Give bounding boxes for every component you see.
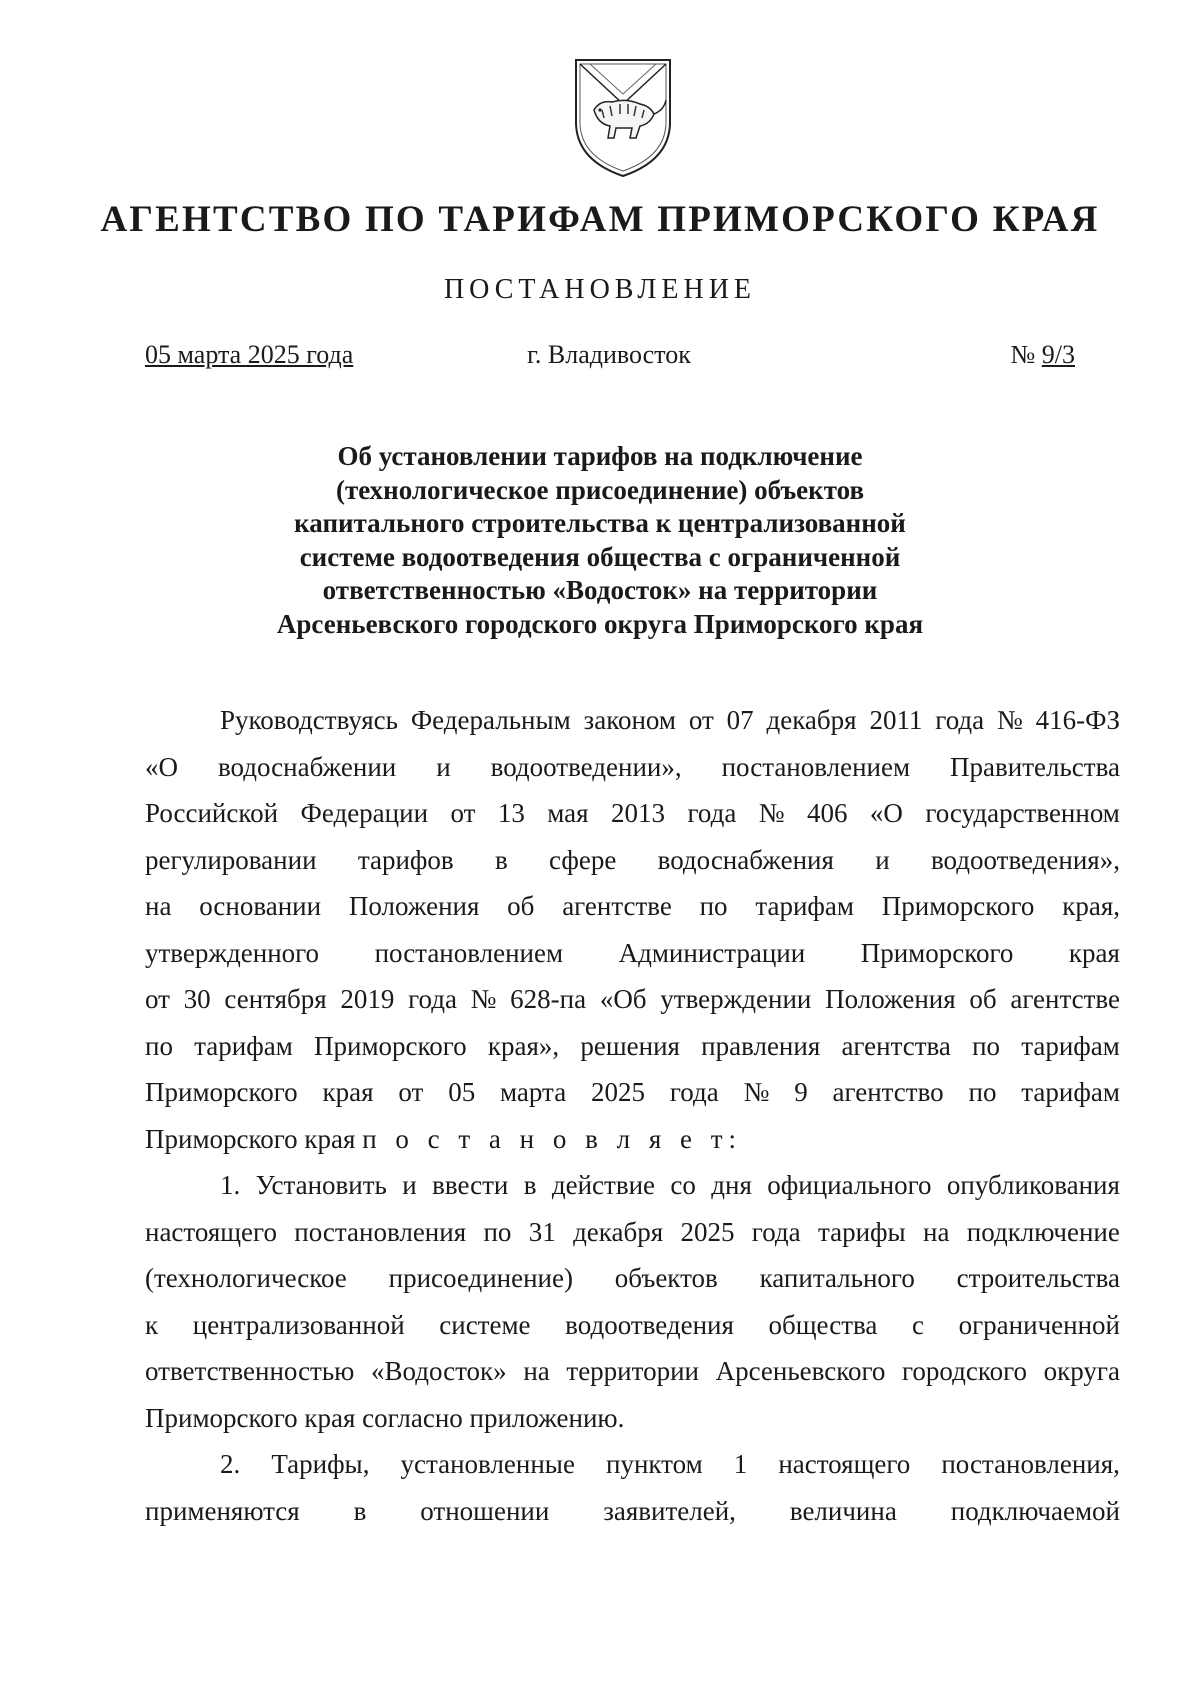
body-word: 13 [497,798,525,828]
agency-name: АГЕНТСТВО ПО ТАРИФАМ ПРИМОРСКОГО КРАЯ [100,199,1100,240]
body-word: «О [869,798,903,828]
body-line [145,1395,1120,1442]
document-number-prefix: № [1010,340,1042,369]
body-word: тарифам [755,891,854,921]
body-word: со [670,1170,696,1200]
body-word: года [751,1216,801,1247]
body-word: основании [199,891,322,921]
body-word: применяются [145,1495,300,1526]
document-date: 05 марта 2025 года [145,340,354,369]
body-word: Установить [255,1170,387,1200]
body-word: и [436,751,451,782]
document-title [240,440,960,641]
body-word: постановлением [374,937,564,968]
body-word: 2019 [340,984,395,1014]
body-word: водоотведения [565,1309,734,1340]
body-word: ввести [432,1170,509,1200]
body-word: от [688,705,714,735]
body-word: государственном [925,798,1120,828]
body-word: № [758,798,785,828]
body-line [145,1162,1120,1209]
body-line-text [145,1023,1120,1070]
body-word: 1. [220,1170,241,1200]
body-word: постановления, [941,1449,1120,1479]
body-word: и [875,844,890,875]
body-word: 05 [448,1077,476,1107]
body-line-text [220,1162,1120,1209]
body-word: тарифы [817,1216,906,1247]
body-line [145,1488,1120,1535]
body-line [145,1441,1120,1488]
body-word: года [935,705,985,735]
title-line: системе водоотведения общества с ограниченной [299,541,901,572]
body-word: официального [767,1170,932,1200]
body-word: года [669,1077,719,1107]
body-word: территории [566,1356,699,1386]
body-word: агентства [841,1030,951,1061]
body-word: Руководствуясь [220,705,398,735]
body-word: 628-па [510,984,587,1014]
body-word: № [470,984,497,1014]
body-word: постановлением [721,751,911,782]
body-word: правления [701,1030,821,1061]
body-word: пунктом [606,1449,703,1479]
body-word: городского [902,1356,1028,1386]
body-line-text [145,837,1120,884]
body-word: водоснабжении [217,751,397,782]
body-line-text [145,790,1120,837]
body-word: к [145,1309,159,1340]
body-line-text [145,1116,1120,1163]
body-word: установленные [400,1449,575,1479]
body-line-text [145,930,1120,977]
body-line-text [145,744,1120,791]
body-line [145,1116,1120,1163]
body-word: Российской [145,798,279,828]
title-line: капитального строительства к централизованной [294,508,906,538]
body-word: утвержденного [145,937,320,968]
body-word: 2013 [611,798,666,828]
body-word: 30 [183,984,211,1014]
body-word: «Водосток» [370,1356,507,1386]
body-word: опубликования [946,1170,1120,1200]
body-word: 1 [733,1449,748,1479]
body-word: от [145,984,170,1014]
body-word: 2025 [680,1216,735,1247]
body-word: от [450,798,476,828]
body-word: утверждении [660,984,812,1014]
body-line-text [145,1488,1120,1535]
title-line: ответственностью «Водосток» на территории [322,575,878,605]
body-word: года [408,984,457,1014]
body-line [145,1302,1120,1349]
body-word: водоснабжения [657,844,834,875]
body-line [145,1209,1120,1256]
body-word: Приморского [881,891,1035,921]
body-line-text [145,1255,1120,1302]
body-word: № [997,705,1023,735]
body-word: величина [789,1495,897,1526]
body-word: настоящего [778,1449,911,1479]
body-word: системе [439,1309,531,1340]
document-city: г. Владивосток [527,340,691,369]
body-word: и [402,1170,417,1200]
body-word: тарифам [194,1030,293,1061]
body-word: с [912,1309,924,1340]
body-word: Арсеньевского [715,1356,886,1386]
body-word: подключаемой [950,1495,1120,1526]
body-word: водоотведении», [490,751,682,782]
body-word: централизованной [192,1309,405,1340]
body-word: в [353,1495,367,1526]
body-word: Приморского [145,1077,298,1107]
body-word: года [687,798,737,828]
body-line-text [145,1209,1120,1256]
body-word: по [972,1030,1001,1061]
body-word: в [494,844,508,875]
body-word: марта [500,1077,567,1107]
document-number-value: 9/3 [1041,340,1075,369]
body-word: решения [580,1030,680,1061]
body-word: тарифов [357,844,454,875]
body-word: 416-ФЗ [1035,705,1120,735]
body-word: Правительства [950,751,1120,782]
body-word: капитального [759,1263,915,1293]
body-word: Администрации [618,937,806,968]
body-word: отношении [420,1495,550,1526]
body-word: края», [487,1030,560,1061]
body-word: края [1068,937,1120,968]
body-word: края [322,1077,374,1107]
body-word: водоотведения», [930,844,1120,875]
body-word: от [398,1077,424,1107]
body-word: 31 [528,1216,556,1247]
body-line-text [145,1302,1120,1349]
body-word: по [968,1077,997,1107]
document-type: ПОСТАНОВЛЕНИЕ [443,274,757,305]
body-word: сфере [549,844,617,875]
body-word: на [523,1356,550,1386]
body-word: «О [145,751,178,782]
body-word: на [923,1216,950,1247]
body-line [145,930,1120,977]
body-word: агентстве [1010,984,1120,1014]
body-line [145,883,1120,930]
body-line [145,1023,1120,1070]
title-line: Об установлении тарифов на подключение [337,441,863,471]
body-word: строительства [956,1263,1120,1293]
body-word: тарифам [1021,1077,1120,1107]
body-line [145,1069,1120,1116]
body-word: регулировании [145,844,317,875]
body-word: мая [547,798,589,828]
body-line-text [220,697,1120,744]
body-word: дня [711,1170,752,1200]
body-line-text [145,1069,1120,1116]
body-line-text: Приморского края согласно приложению. [145,1402,625,1433]
body-word: Приморского [860,937,1014,968]
body-word: по [483,1216,512,1247]
primorsky-coat-of-arms-icon [570,52,676,182]
body-word: 9 [794,1077,808,1107]
resolves-word: п о с т а н о в л я е т: [362,1123,743,1154]
body-word: подключение [966,1216,1120,1247]
body-line [145,697,1120,744]
body-line-text [145,883,1120,930]
body-word: постановления [294,1216,467,1247]
body-word: края, [1062,891,1120,921]
body-word: на [145,891,172,921]
body-word: Федерации [300,798,429,828]
body-word: ответственностью [145,1356,355,1386]
body-word: по [699,891,728,921]
body-line [145,837,1120,884]
body-word: общества [768,1309,878,1340]
body-word: (технологическое [145,1263,347,1293]
body-word: декабря [766,705,857,735]
body-line [145,1255,1120,1302]
body-word: агентстве [562,891,672,921]
body-word: Федеральным [410,705,571,735]
body-word: 2011 [869,705,923,735]
body-line [145,1348,1120,1395]
document-body [145,697,1120,1534]
body-line-lead: Приморского края [145,1123,356,1154]
body-word: агентство [832,1077,944,1107]
body-word: об [507,891,535,921]
body-word: присоединение) [388,1263,573,1293]
body-word: в [523,1170,537,1200]
body-word: 07 [726,705,754,735]
body-word: Приморского [314,1030,467,1061]
body-word: по [145,1030,173,1061]
title-line: Арсеньевского городского округа Приморского края [276,608,924,639]
body-word: № [743,1077,770,1107]
body-word: тарифам [1021,1030,1120,1061]
body-word: 406 [806,798,848,828]
body-word: ограниченной [958,1309,1120,1340]
body-word: законом [583,705,676,735]
body-word: 2. [220,1449,241,1479]
body-word: декабря [573,1216,664,1247]
body-word: сентября [224,984,327,1014]
body-line [145,976,1120,1023]
body-line [145,790,1120,837]
body-word: действие [551,1170,656,1200]
body-line [145,744,1120,791]
body-word: об [969,984,997,1014]
body-word: Тарифы, [271,1449,370,1479]
body-word: округа [1043,1356,1120,1386]
body-word: Положения [348,891,480,921]
title-line: (технологическое присоединение) объектов [335,474,865,505]
body-line-text [145,976,1120,1023]
body-word: заявителей, [603,1495,736,1526]
body-line-text [220,1441,1120,1488]
body-word: 2025 [591,1077,646,1107]
body-word: Положения [825,984,956,1014]
document-number [1010,340,1075,370]
body-word: настоящего [145,1216,277,1247]
body-line-text [145,1348,1120,1395]
body-word: «Об [599,984,647,1014]
body-word: объектов [614,1263,718,1293]
